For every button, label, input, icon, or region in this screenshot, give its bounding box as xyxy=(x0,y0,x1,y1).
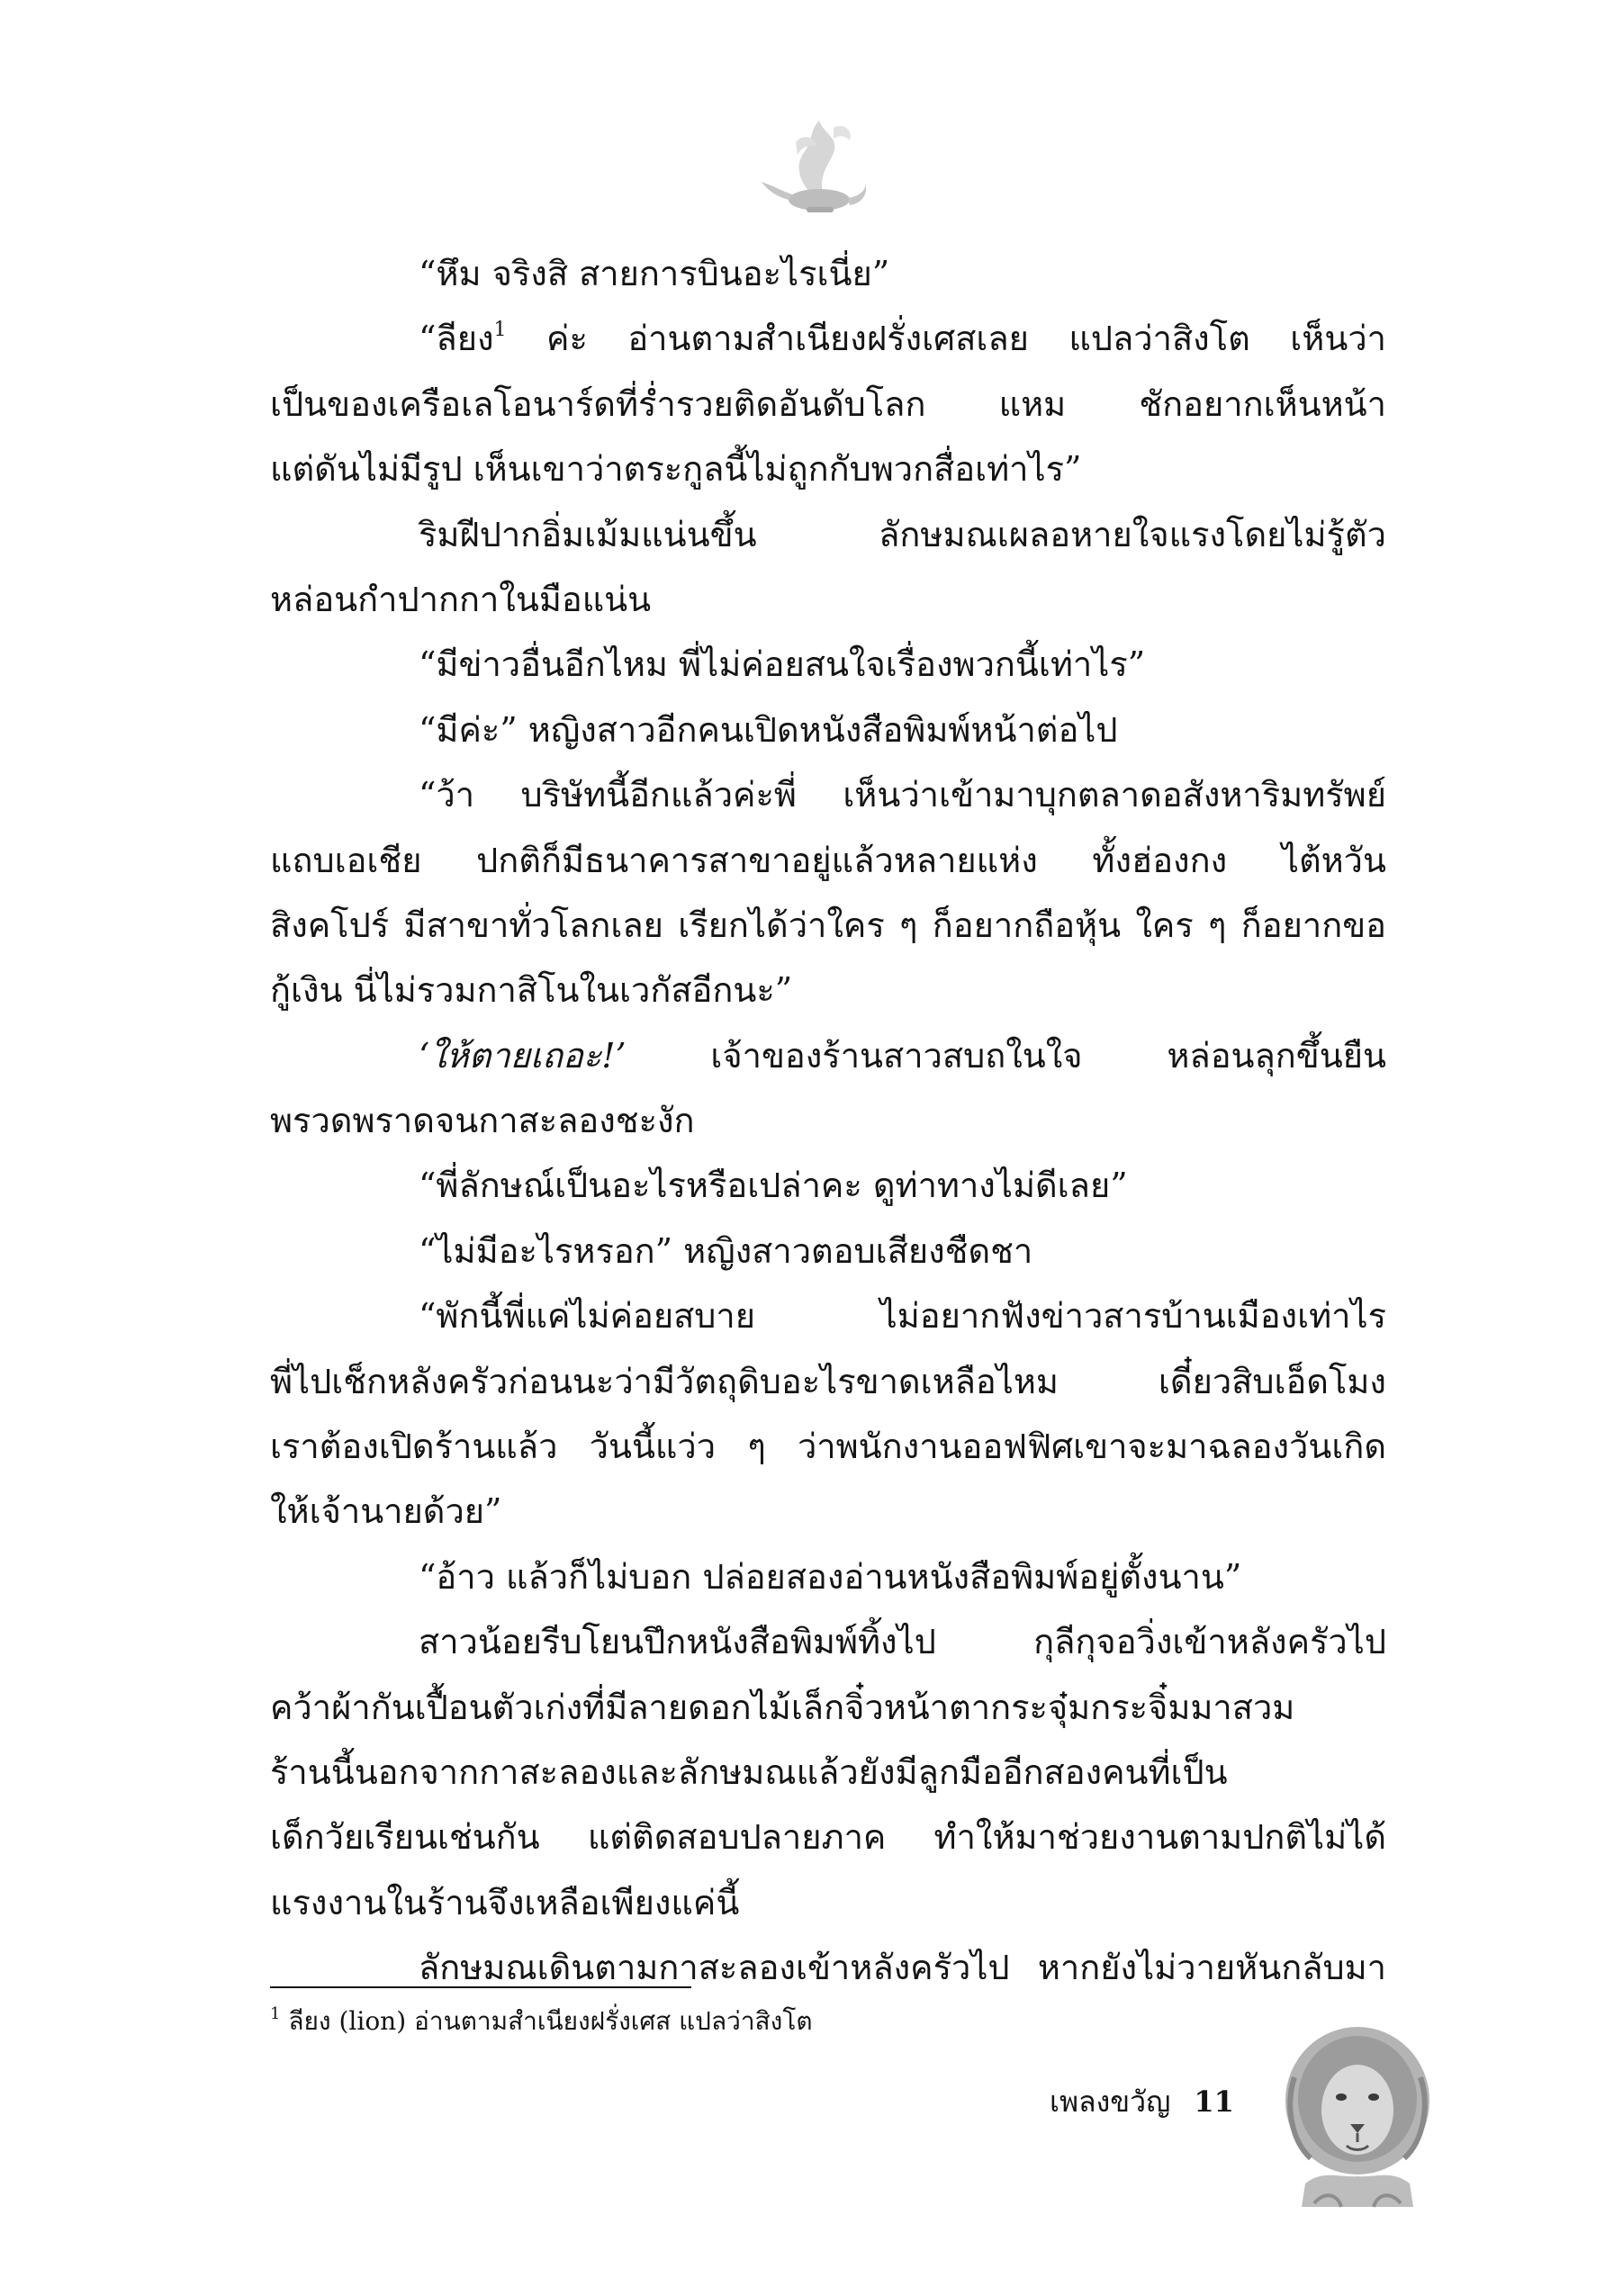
text-line: ลักษมณเดินตามกาสะลองเข้าหลังครัวไป หากยังไม่วายหันกลับมา xyxy=(419,1948,1386,1988)
text-segment: ค่ะ อ่านตามสำเนียงฝรั่งเศสเลย แปลว่าสิงโต เห็นว่า xyxy=(506,319,1386,359)
text-line: เด็กวัยเรียนเช่นกัน แต่ติดสอบปลายภาค ทำให้มาช่วยงานตามปกติไม่ได้ xyxy=(270,1817,1386,1858)
text-line: สาวน้อยรีบโยนปึกหนังสือพิมพ์ทิ้งไป กุลีกุจอวิ่งเข้าหลังครัวไป xyxy=(419,1622,1386,1662)
footnote-divider xyxy=(270,1986,691,1988)
text-line: เราต้องเปิดร้านแล้ว วันนี้แว่ว ๆ ว่าพนักงานออฟฟิศเขาจะมาฉลองวันเกิด xyxy=(270,1427,1386,1467)
text-line: แถบเอเชีย ปกติก็มีธนาคารสาขาอยู่แล้วหลายแห่ง ทั้งฮ่องกง ไต้หวัน xyxy=(270,840,1386,880)
footnote-marker: 1 xyxy=(493,319,507,342)
text-line: “ว้า บริษัทนี้อีกแล้วค่ะพี่ เห็นว่าเข้ามาบุกตลาดอสังหาริมทรัพย์ xyxy=(419,775,1386,815)
text-line: พรวดพราดจนกาสะลองชะงัก xyxy=(270,1101,695,1141)
footnote-text: ลียง (lion) อ่านตามสำเนียงฝรั่งเศส แปลว่าสิงโต xyxy=(280,2006,813,2036)
text-line: หล่อนกำปากกาในมือแน่น xyxy=(270,579,652,619)
footnote xyxy=(270,2005,813,2038)
text-line: ให้เจ้านายด้วย” xyxy=(270,1491,502,1532)
lion-icon xyxy=(1278,2023,1437,2212)
text-line: “มีค่ะ” หญิงสาวอีกคนเปิดหนังสือพิมพ์หน้าต่อไป xyxy=(419,709,1118,750)
running-title: เพลงขวัญ xyxy=(1050,2084,1171,2119)
text-line: “มีข่าวอื่นอีกไหม พี่ไม่ค่อยสนใจเรื่องพวกนี้เท่าไร” xyxy=(419,644,1146,685)
text-line: คว้าผ้ากันเปื้อนตัวเก่งที่มีลายดอกไม้เล็กจิ๋วหน้าตากระจุ๋มกระจิ๋มมาสวม xyxy=(270,1687,1295,1727)
text-line: “ไม่มีอะไรหรอก” หญิงสาวตอบเสียงชืดชา xyxy=(419,1230,1033,1271)
text-segment: “ลียง xyxy=(419,319,494,359)
text-line: “อ้าว แล้วก็ไม่บอก ปล่อยสองอ่านหนังสือพิมพ์อยู่ตั้งนาน” xyxy=(419,1556,1242,1597)
text-line: ร้านนี้นอกจากกาสะลองและลักษมณแล้วยังมีลูกมืออีกสองคนที่เป็น xyxy=(270,1751,1228,1792)
inner-thought: ‘ให้ตายเถอะ!’ xyxy=(419,1035,627,1076)
text-line: พี่ไปเช็กหลังครัวก่อนนะว่ามีวัตถุดิบอะไรขาดเหลือไหม เดี๋ยวสิบเอ็ดโมง xyxy=(270,1361,1386,1401)
page-number: 11 xyxy=(1194,2084,1234,2119)
body-text xyxy=(270,241,1386,2001)
text-line: สิงคโปร์ มีสาขาทั่วโลกเลย เรียกได้ว่าใคร ๆ ก็อยากถือหุ้น ใคร ๆ ก็อยากขอ xyxy=(270,905,1386,945)
text-line: กู้เงิน นี่ไม่รวมกาสิโนในเวกัสอีกนะ” xyxy=(270,970,793,1011)
text-segment: เจ้าของร้านสาวสบถในใจ หล่อนลุกขึ้นยืน xyxy=(626,1035,1386,1076)
text-line: “พักนี้พี่แค่ไม่ค่อยสบาย ไม่อยากฟังข่าวสารบ้านเมืองเท่าไร xyxy=(419,1296,1386,1337)
text-line: แต่ดันไม่มีรูป เห็นเขาว่าตระกูลนี้ไม่ถูกกับพวกสื่อเท่าไร” xyxy=(270,449,1082,490)
text-line xyxy=(270,306,1386,371)
text-line: เป็นของเครือเลโอนาร์ดที่ร่ำรวยติดอันดับโลก แหม ชักอยากเห็นหน้า xyxy=(270,383,1386,424)
text-line xyxy=(270,1023,1386,1088)
text-line: “หึม จริงสิ สายการบินอะไรเนี่ย” xyxy=(419,254,890,293)
text-line: ริมฝีปากอิ่มเม้มแน่นขึ้น ลักษมณเผลอหายใจแรงโดยไม่รู้ตัว xyxy=(419,514,1386,554)
footnote-number: 1 xyxy=(270,2004,281,2023)
text-line: “พี่ลักษณ์เป็นอะไรหรือเปล่าคะ ดูท่าทางไม่ดีเลย” xyxy=(419,1166,1128,1206)
page-footer xyxy=(1050,2084,1234,2120)
magic-lamp-icon xyxy=(756,106,873,223)
text-line: แรงงานในร้านจึงเหลือเพียงแค่นี้ xyxy=(270,1882,740,1922)
